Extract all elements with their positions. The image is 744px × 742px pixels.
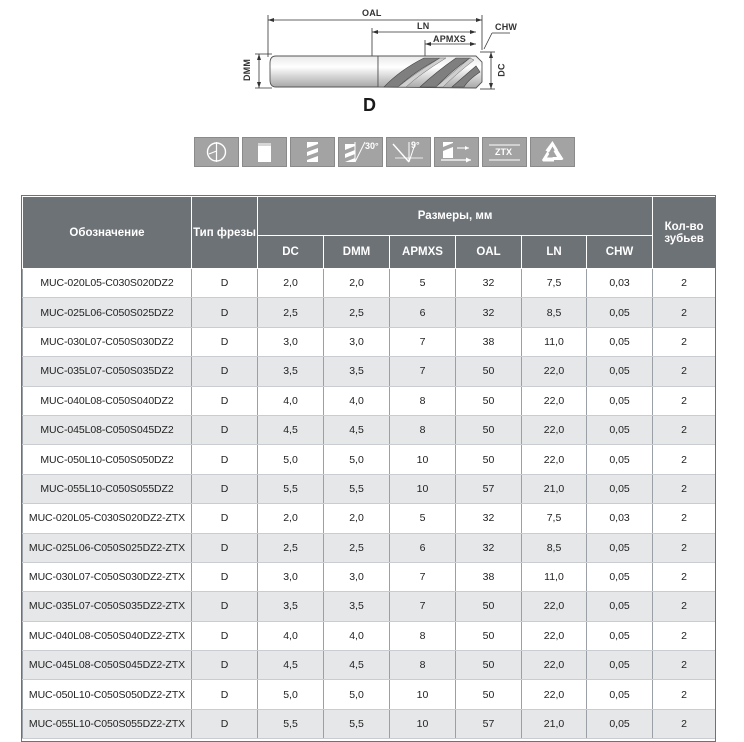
cell-teeth: 2 [653, 445, 716, 474]
cell-cutter-type: D [192, 474, 258, 503]
cell-teeth: 2 [653, 298, 716, 327]
cell-dc: 4,5 [258, 651, 324, 680]
cell-dmm: 2,0 [324, 269, 390, 298]
dim-label-oal: OAL [362, 8, 382, 18]
cell-designation: MUC-055L10-C050S055DZ2 [23, 474, 192, 503]
cell-dc: 2,0 [258, 504, 324, 533]
cylindrical-shank-icon [242, 137, 287, 167]
cell-dc: 4,0 [258, 621, 324, 650]
cell-ln: 21,0 [522, 709, 587, 738]
table-row [23, 474, 716, 503]
coating-label: ZTX [495, 147, 512, 157]
table-row [23, 651, 716, 680]
cell-chw: 0,05 [587, 298, 653, 327]
cell-dmm: 3,5 [324, 592, 390, 621]
cell-chw: 0,05 [587, 327, 653, 356]
cell-dmm: 3,0 [324, 562, 390, 591]
cell-oal: 50 [456, 386, 522, 415]
cell-dc: 2,0 [258, 269, 324, 298]
cell-apmxs: 8 [390, 386, 456, 415]
cell-ln: 11,0 [522, 562, 587, 591]
table-body [23, 269, 716, 739]
cell-apmxs: 8 [390, 651, 456, 680]
cell-cutter-type: D [192, 592, 258, 621]
cell-ln: 22,0 [522, 621, 587, 650]
cell-oal: 50 [456, 651, 522, 680]
cell-dmm: 4,0 [324, 386, 390, 415]
table-row [23, 504, 716, 533]
cell-apmxs: 6 [390, 533, 456, 562]
cell-ln: 22,0 [522, 651, 587, 680]
rake-angle-label: 9° [411, 140, 420, 150]
cell-apmxs: 5 [390, 269, 456, 298]
cell-cutter-type: D [192, 651, 258, 680]
cell-apmxs: 7 [390, 592, 456, 621]
cell-teeth: 2 [653, 533, 716, 562]
cell-cutter-type: D [192, 269, 258, 298]
cell-oal: 50 [456, 592, 522, 621]
cell-ln: 22,0 [522, 445, 587, 474]
cell-dmm: 3,5 [324, 357, 390, 386]
cell-apmxs: 10 [390, 474, 456, 503]
cell-cutter-type: D [192, 357, 258, 386]
regrind-recycle-icon [530, 137, 575, 167]
cell-apmxs: 10 [390, 680, 456, 709]
cell-oal: 32 [456, 298, 522, 327]
cell-oal: 32 [456, 504, 522, 533]
cell-dmm: 5,5 [324, 474, 390, 503]
cell-cutter-type: D [192, 327, 258, 356]
cell-cutter-type: D [192, 445, 258, 474]
cutter-type-letter: D [363, 95, 376, 115]
cell-designation: MUC-045L08-C050S045DZ2-ZTX [23, 651, 192, 680]
cell-oal: 50 [456, 680, 522, 709]
header-cutter-type: Тип фрезы [192, 197, 258, 269]
cell-ln: 22,0 [522, 415, 587, 444]
cell-ln: 22,0 [522, 680, 587, 709]
cell-chw: 0,05 [587, 680, 653, 709]
dim-label-apmxs: APMXS [433, 34, 467, 44]
header-sizes: Размеры, мм [258, 197, 653, 236]
cell-apmxs: 10 [390, 709, 456, 738]
cell-ln: 7,5 [522, 269, 587, 298]
milling-direction-icon [434, 137, 479, 167]
header-chw: CHW [587, 236, 653, 269]
cell-designation: MUC-025L06-C050S025DZ2 [23, 298, 192, 327]
header-teeth: Кол-во зубьев [653, 197, 716, 269]
cell-dmm: 5,0 [324, 680, 390, 709]
cell-oal: 32 [456, 269, 522, 298]
cell-cutter-type: D [192, 504, 258, 533]
cell-teeth: 2 [653, 386, 716, 415]
cell-cutter-type: D [192, 709, 258, 738]
cell-oal: 50 [456, 357, 522, 386]
cell-dc: 3,5 [258, 357, 324, 386]
cell-dc: 5,5 [258, 709, 324, 738]
cell-cutter-type: D [192, 386, 258, 415]
table-row [23, 533, 716, 562]
helix-angle-label: 30° [365, 141, 379, 151]
dim-label-dmm: DMM [242, 58, 253, 82]
cell-chw: 0,03 [587, 269, 653, 298]
cell-designation: MUC-030L07-C050S030DZ2-ZTX [23, 562, 192, 591]
cell-dmm: 2,5 [324, 533, 390, 562]
cell-chw: 0,05 [587, 592, 653, 621]
cell-teeth: 2 [653, 680, 716, 709]
cell-ln: 11,0 [522, 327, 587, 356]
cell-dmm: 4,5 [324, 415, 390, 444]
cell-oal: 57 [456, 709, 522, 738]
cell-chw: 0,05 [587, 415, 653, 444]
feature-icon-strip [194, 137, 575, 169]
cell-chw: 0,05 [587, 386, 653, 415]
cell-designation: MUC-045L08-C050S045DZ2 [23, 415, 192, 444]
cell-apmxs: 6 [390, 298, 456, 327]
cell-chw: 0,05 [587, 357, 653, 386]
cell-apmxs: 8 [390, 621, 456, 650]
cell-apmxs: 7 [390, 562, 456, 591]
cell-teeth: 2 [653, 592, 716, 621]
cell-cutter-type: D [192, 415, 258, 444]
cell-ln: 22,0 [522, 592, 587, 621]
cell-oal: 32 [456, 533, 522, 562]
cell-apmxs: 5 [390, 504, 456, 533]
cell-dc: 5,5 [258, 474, 324, 503]
cell-designation: MUC-050L10-C050S050DZ2 [23, 445, 192, 474]
table-row [23, 445, 716, 474]
cell-cutter-type: D [192, 562, 258, 591]
header-designation: Обозначение [23, 197, 192, 269]
table-row [23, 357, 716, 386]
cell-chw: 0,05 [587, 533, 653, 562]
cell-dc: 3,0 [258, 327, 324, 356]
cell-dmm: 2,0 [324, 504, 390, 533]
cell-dc: 2,5 [258, 533, 324, 562]
table-row [23, 386, 716, 415]
cell-teeth: 2 [653, 504, 716, 533]
cell-designation: MUC-040L08-C050S040DZ2 [23, 386, 192, 415]
cell-chw: 0,05 [587, 445, 653, 474]
cell-ln: 7,5 [522, 504, 587, 533]
dim-label-dc: DC [496, 63, 507, 77]
cell-designation: MUC-030L07-C050S030DZ2 [23, 327, 192, 356]
cell-cutter-type: D [192, 621, 258, 650]
center-cutting-icon [194, 137, 239, 167]
cell-cutter-type: D [192, 680, 258, 709]
cell-dc: 4,0 [258, 386, 324, 415]
header-oal: OAL [456, 236, 522, 269]
cell-ln: 22,0 [522, 357, 587, 386]
header-dmm: DMM [324, 236, 390, 269]
cell-teeth: 2 [653, 709, 716, 738]
cell-oal: 50 [456, 445, 522, 474]
table-row [23, 327, 716, 356]
cell-apmxs: 7 [390, 327, 456, 356]
cell-teeth: 2 [653, 357, 716, 386]
cell-oal: 38 [456, 562, 522, 591]
cell-apmxs: 8 [390, 415, 456, 444]
cell-designation: MUC-020L05-C030S020DZ2 [23, 269, 192, 298]
cell-oal: 57 [456, 474, 522, 503]
rake-angle-9-icon [386, 137, 431, 167]
cell-ln: 21,0 [522, 474, 587, 503]
cell-oal: 50 [456, 415, 522, 444]
cell-teeth: 2 [653, 327, 716, 356]
header-apmxs: APMXS [390, 236, 456, 269]
table-row [23, 298, 716, 327]
cell-chw: 0,03 [587, 504, 653, 533]
specification-table [22, 196, 716, 739]
cell-dmm: 5,5 [324, 709, 390, 738]
cell-dc: 5,0 [258, 445, 324, 474]
cell-teeth: 2 [653, 269, 716, 298]
cell-ln: 22,0 [522, 386, 587, 415]
helix-flute-icon [290, 137, 335, 167]
cell-cutter-type: D [192, 298, 258, 327]
coating-ztx-icon [482, 137, 527, 167]
cell-chw: 0,05 [587, 562, 653, 591]
cell-chw: 0,05 [587, 621, 653, 650]
cell-dmm: 4,5 [324, 651, 390, 680]
cell-dc: 3,5 [258, 592, 324, 621]
table-row [23, 621, 716, 650]
cell-dc: 2,5 [258, 298, 324, 327]
cell-designation: MUC-040L08-C050S040DZ2-ZTX [23, 621, 192, 650]
cell-oal: 50 [456, 621, 522, 650]
header-dc: DC [258, 236, 324, 269]
cell-designation: MUC-035L07-C050S035DZ2 [23, 357, 192, 386]
cell-cutter-type: D [192, 533, 258, 562]
table-row [23, 709, 716, 738]
cell-dc: 3,0 [258, 562, 324, 591]
cell-apmxs: 10 [390, 445, 456, 474]
cell-dc: 5,0 [258, 680, 324, 709]
cell-dc: 4,5 [258, 415, 324, 444]
cell-dmm: 5,0 [324, 445, 390, 474]
tool-drawing [0, 0, 744, 130]
helix-angle-30-icon [338, 137, 383, 167]
cell-ln: 8,5 [522, 298, 587, 327]
cell-teeth: 2 [653, 474, 716, 503]
cell-designation: MUC-025L06-C050S025DZ2-ZTX [23, 533, 192, 562]
cell-ln: 8,5 [522, 533, 587, 562]
cell-teeth: 2 [653, 562, 716, 591]
table-row [23, 562, 716, 591]
cell-teeth: 2 [653, 621, 716, 650]
cell-dmm: 2,5 [324, 298, 390, 327]
cell-chw: 0,05 [587, 651, 653, 680]
table-row [23, 680, 716, 709]
cell-chw: 0,05 [587, 709, 653, 738]
cell-designation: MUC-055L10-C050S055DZ2-ZTX [23, 709, 192, 738]
cell-designation: MUC-050L10-C050S050DZ2-ZTX [23, 680, 192, 709]
cell-designation: MUC-020L05-C030S020DZ2-ZTX [23, 504, 192, 533]
dim-label-ln: LN [417, 21, 430, 31]
dim-label-chw: CHW [495, 22, 518, 32]
cell-teeth: 2 [653, 651, 716, 680]
cell-designation: MUC-035L07-C050S035DZ2-ZTX [23, 592, 192, 621]
table-row [23, 415, 716, 444]
header-ln: LN [522, 236, 587, 269]
cell-oal: 38 [456, 327, 522, 356]
table-row [23, 592, 716, 621]
cell-apmxs: 7 [390, 357, 456, 386]
cell-dmm: 4,0 [324, 621, 390, 650]
cell-dmm: 3,0 [324, 327, 390, 356]
table-row [23, 269, 716, 298]
cell-teeth: 2 [653, 415, 716, 444]
cell-chw: 0,05 [587, 474, 653, 503]
